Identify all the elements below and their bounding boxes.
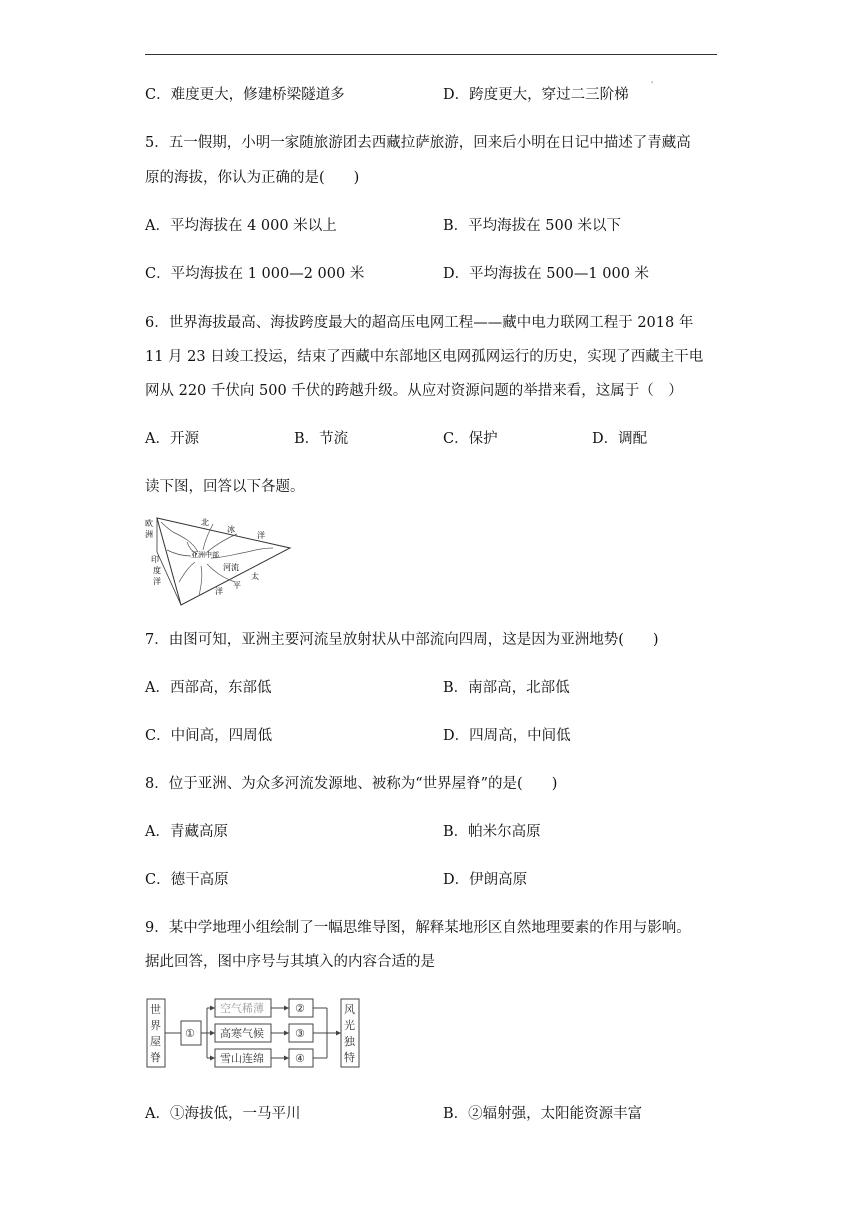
map-label-tai: 太 <box>251 572 259 581</box>
river-path <box>179 562 195 582</box>
q9-stem-line2: 据此回答，图中序号与其填入的内容合适的是 <box>145 954 435 970</box>
q6-stem-line1: 6．世界海拔最高、海拔跨度最大的超高压电网工程——藏中电力联网工程于 2018 年 <box>145 315 694 331</box>
q6-option-a: A．开源 <box>145 431 199 447</box>
q8-option-c: C．德干高原 <box>145 872 229 888</box>
q7-option-c: C．中间高，四周低 <box>145 728 273 744</box>
map-label-yang-north: 洋 <box>257 531 265 540</box>
right-char-3: 独 <box>344 1035 355 1048</box>
q9-stem-line1: 9．某中学地理小组绘制了一幅思维导图，解释某地形区自然地理要素的作用与影响。 <box>145 920 691 936</box>
arrowhead <box>210 1056 215 1061</box>
q6-stem-line3: 网从 220 千伏向 500 千伏的跨越升级。从应对资源问题的举措来看，这属于（ ） <box>145 383 683 399</box>
header-rule <box>145 54 717 55</box>
left-char-3: 屋 <box>150 1035 161 1048</box>
arrowhead <box>284 1006 289 1011</box>
q6-stem-line2: 11 月 23 日竣工投运，结束了西藏中东部地区电网孤网运行的历史，实现了西藏主干电 <box>145 349 704 365</box>
asia-river-map-svg <box>143 512 295 608</box>
map-outline <box>157 518 290 605</box>
arrowhead <box>284 1056 289 1061</box>
q5-stem-line2: 原的海拔，你认为正确的是( ) <box>145 170 360 186</box>
box2-label: 高寒气候 <box>220 1027 264 1040</box>
river-path <box>207 534 237 552</box>
map-label-ping: 平 <box>233 581 241 590</box>
map-label-center: 亚洲中部 <box>191 551 219 559</box>
map-label-bei: 北 <box>201 518 209 527</box>
q8-option-d: D．伊朗高原 <box>443 872 528 888</box>
left-char-2: 界 <box>150 1019 161 1032</box>
arrowhead <box>336 1031 341 1036</box>
q8-stem: 8．位于亚洲、为众多河流发源地、被称为“世界屋脊”的是( ) <box>145 776 558 792</box>
q8-option-a: A．青藏高原 <box>145 824 228 840</box>
right-char-1: 风 <box>344 1003 355 1016</box>
asia-river-map <box>143 512 295 608</box>
stray-mark: ' <box>651 80 654 89</box>
river-path <box>203 524 213 550</box>
arrowhead <box>210 1031 215 1036</box>
map-label-heliu: 河流 <box>223 563 239 572</box>
circle4-label: ④ <box>295 1052 305 1065</box>
q9-option-a: A．①海拔低，一马平川 <box>145 1106 301 1122</box>
q5-option-d: D．平均海拔在 500—1 000 米 <box>443 266 650 282</box>
option-c-prev: C．难度更大，修建桥梁隧道多 <box>145 87 345 103</box>
read-instruction: 读下图，回答以下各题。 <box>145 479 305 495</box>
arrowhead <box>284 1031 289 1036</box>
q5-option-b: B．平均海拔在 500 米以下 <box>443 218 622 234</box>
map-label-bing: 冰 <box>227 525 235 534</box>
q9-option-b: B．②辐射强，太阳能资源丰富 <box>443 1106 643 1122</box>
box3-label: 雪山连绵 <box>220 1052 264 1065</box>
circle3-label: ③ <box>295 1027 305 1040</box>
q6-option-c: C．保护 <box>443 431 498 447</box>
q7-stem: 7．由图可知，亚洲主要河流呈放射状从中部流向四周，这是因为亚洲地势( ) <box>145 632 659 648</box>
map-label-ou: 欧 <box>145 519 153 528</box>
map-label-du: 度 <box>153 566 161 575</box>
q6-option-b: B．节流 <box>294 431 349 447</box>
left-char-1: 世 <box>150 1003 161 1016</box>
map-label-yang-west: 洋 <box>153 577 161 586</box>
q5-stem-line1: 5．五一假期，小明一家随旅游团去西藏拉萨旅游，回来后小明在日记中描述了青藏高 <box>145 135 691 151</box>
q5-option-c: C．平均海拔在 1 000—2 000 米 <box>145 266 365 282</box>
map-label-yin: 印 <box>151 555 159 564</box>
left-char-4: 脊 <box>150 1051 161 1064</box>
q7-option-a: A．西部高，东部低 <box>145 680 272 696</box>
right-char-2: 光 <box>344 1019 355 1032</box>
arrowhead <box>210 1006 215 1011</box>
map-label-zhou: 洲 <box>145 530 153 539</box>
box1-label: 空气稀薄 <box>220 1002 264 1015</box>
q7-option-d: D．四周高，中间低 <box>443 728 571 744</box>
option-d-prev: D．跨度更大，穿过二三阶梯 <box>443 87 629 103</box>
map-label-yang-south: 洋 <box>215 587 223 596</box>
river-path <box>211 548 273 558</box>
circle2-label: ② <box>295 1002 305 1015</box>
mind-map-svg <box>145 995 363 1071</box>
mind-map <box>145 995 363 1071</box>
river-path <box>199 566 202 596</box>
q5-option-a: A．平均海拔在 4 000 米以上 <box>145 218 337 234</box>
q7-option-b: B．南部高，北部低 <box>443 680 570 696</box>
circle1-label: ① <box>185 1027 195 1040</box>
q8-option-b: B．帕米尔高原 <box>443 824 541 840</box>
q6-option-d: D．调配 <box>592 431 648 447</box>
river-path <box>167 550 191 556</box>
right-char-4: 特 <box>344 1051 355 1064</box>
